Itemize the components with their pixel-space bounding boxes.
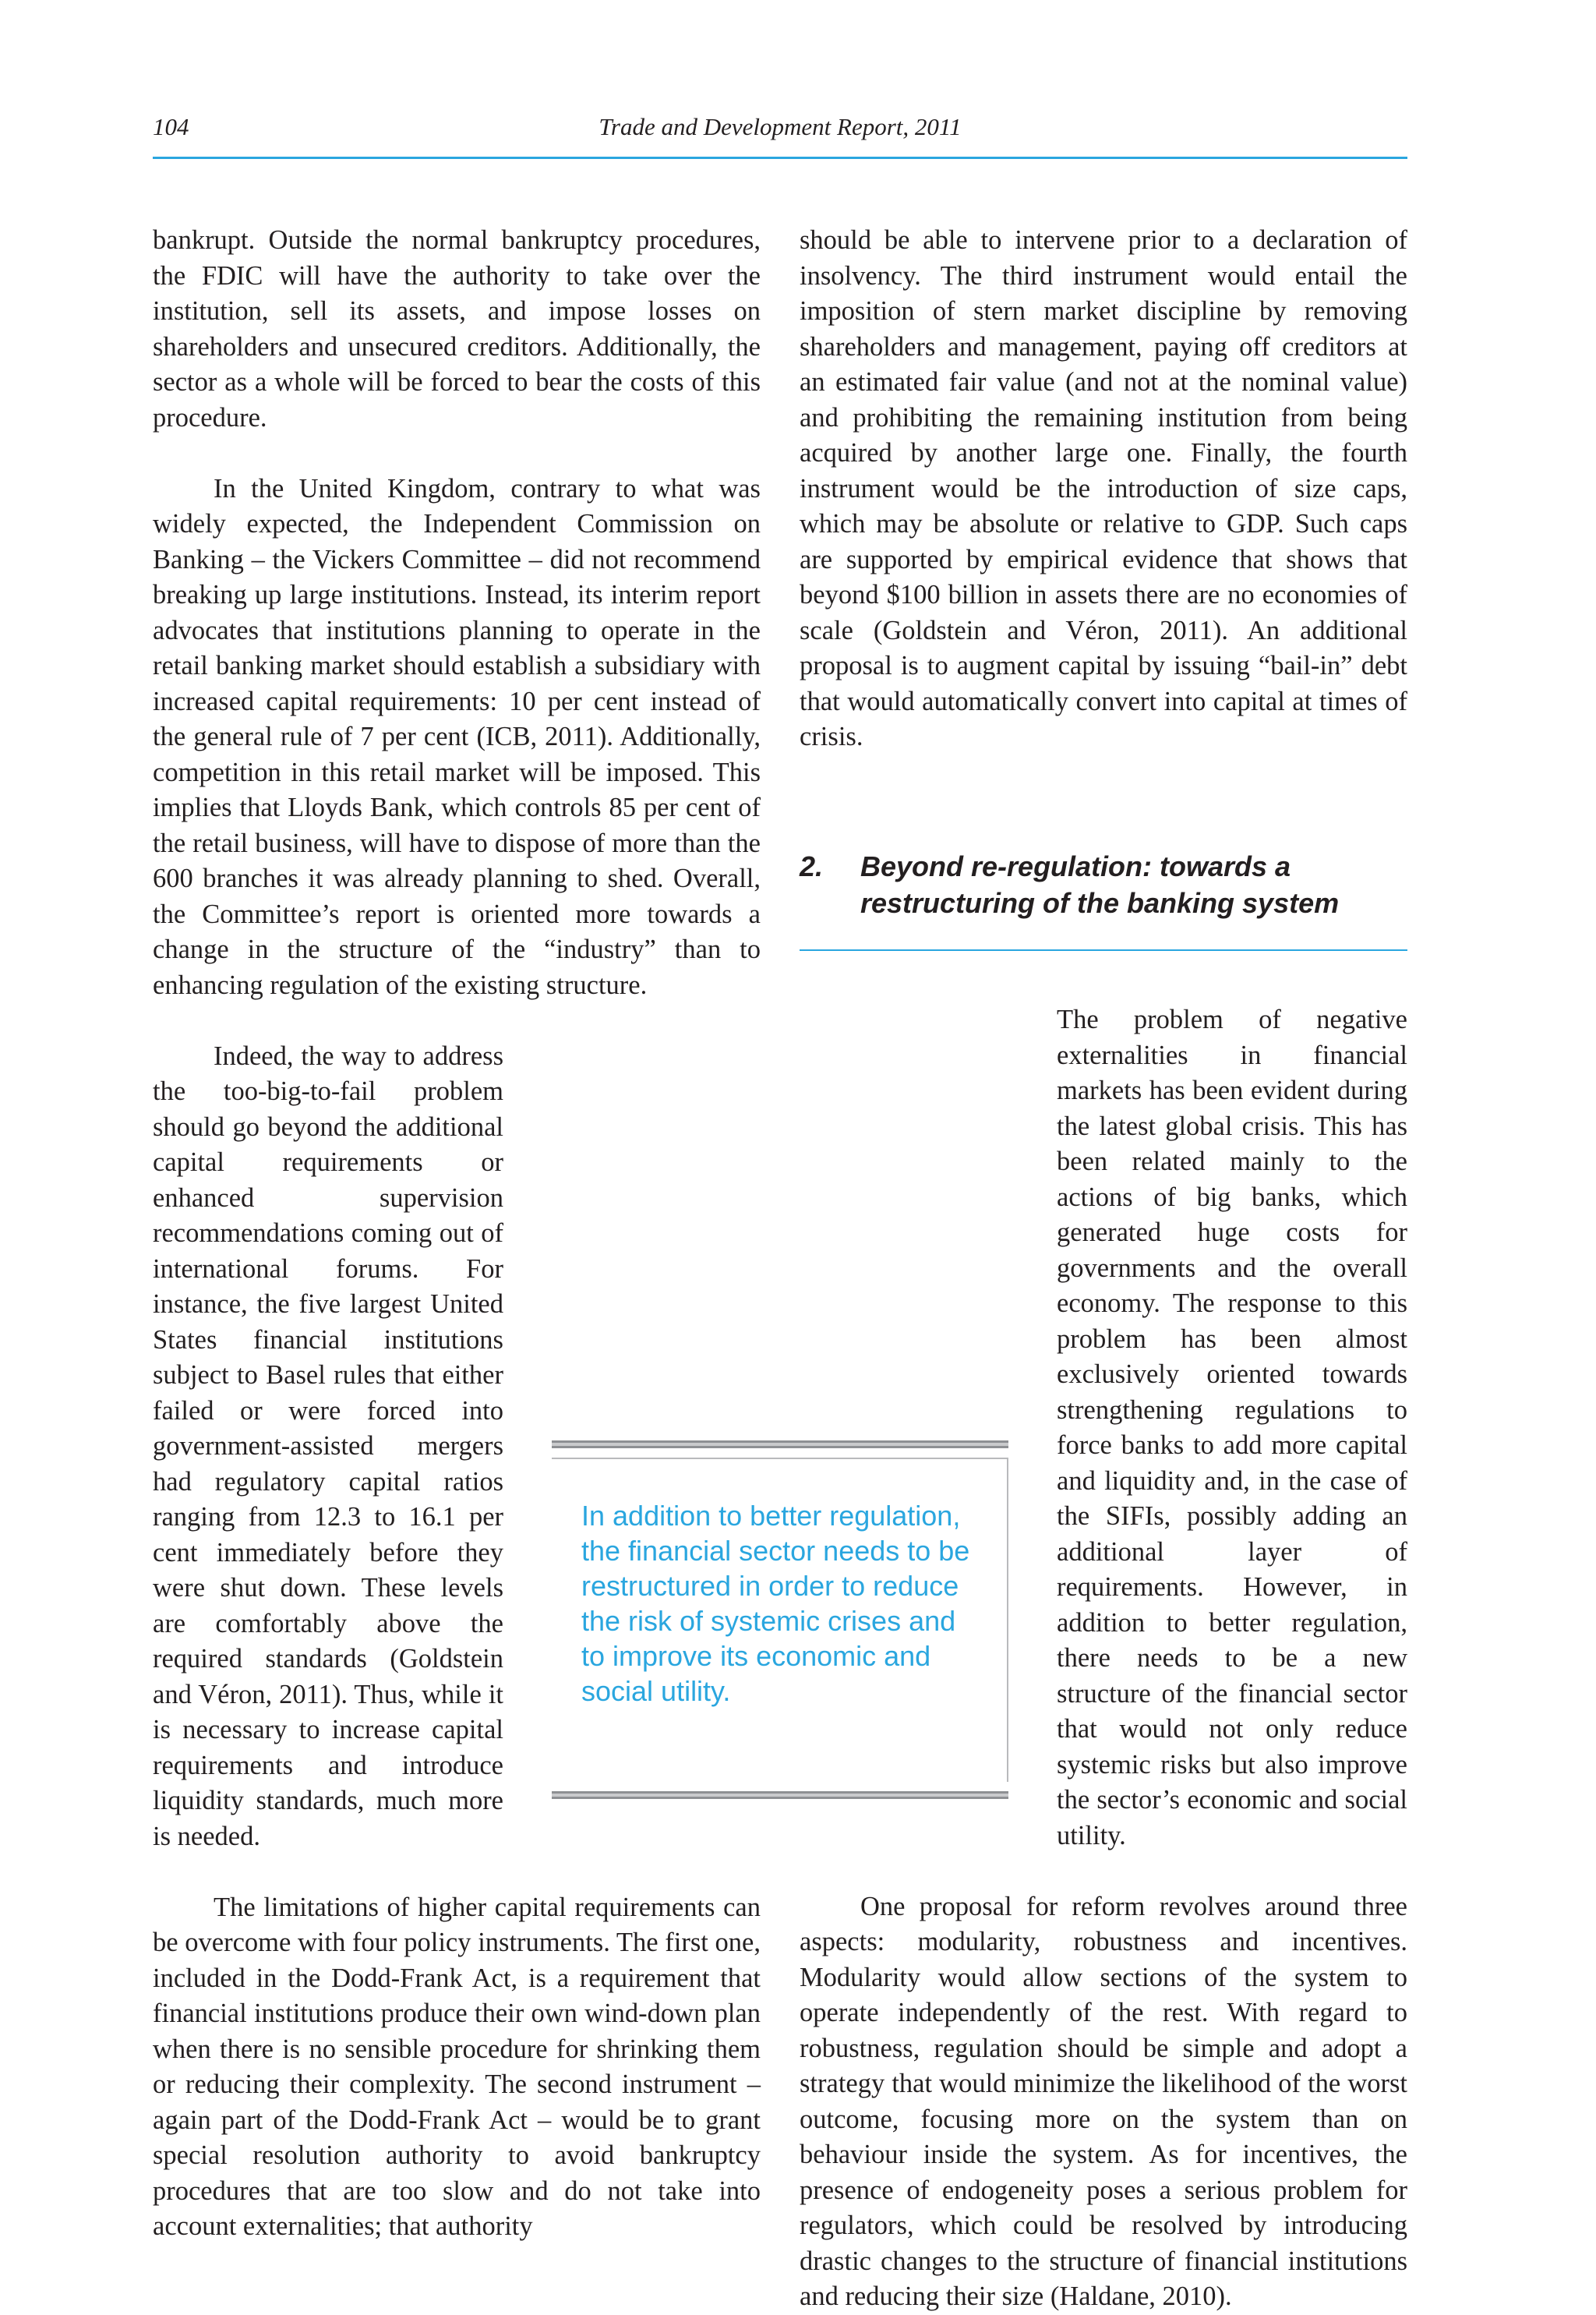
section-rule: [800, 949, 1407, 951]
pull-quote-text: In addition to better regulation, the financial sector needs to be restructured in order to reduce the risk of systemic crises and to improve its economic and social utility.: [581, 1500, 970, 1707]
pull-quote-bottom-bar: [552, 1791, 1008, 1799]
paragraph-text: The problem of negative externalities in financial markets has been evident during the latest global crisis. This has been related mainly to the actions of big banks, which generated huge costs for governments and the overall economy. The response to this problem has been almost exclusively oriented towards strengthening regulations to force banks to add more capital and liquidity and, in the case of the SIFIs, possibly adding an additional layer of requirements. However, in addition to better regulation, there needs to be a new structure of the financial sector that would not only reduce systemic risks but also improve the sector’s economic and social utility.: [1057, 1005, 1407, 1850]
paragraph: bankrupt. Outside the normal bankruptcy procedures, the FDIC will have the authority to take over the institution, sell its assets, and impose losses on shareholders and unsecured creditors. Additionally, the sector as a whole will be forced to bear the costs of this procedure.: [153, 225, 761, 433]
page-number: 104: [153, 113, 189, 140]
pull-quote: [552, 1440, 1008, 1799]
paragraph: The limitations of higher capital requirements can be overcome with four policy instruments. The first one, included in the Dodd-Frank Act, is a requirement that financial institutions produce their own wind-down plan when there is no sensible procedure for shrinking them or reducing their complexity. The second instrument – again part of the Dodd-Frank Act – would be to grant special resolution authority to avoid bankruptcy procedures that are too slow and do not take into account externalities; that authority: [153, 1892, 761, 2241]
pull-quote-top-bar: [552, 1440, 1008, 1448]
running-title: Trade and Development Report, 2011: [598, 113, 962, 140]
right-column-top: [800, 223, 1407, 784]
section-number: 2.: [800, 850, 824, 882]
paragraph: One proposal for reform revolves around three aspects: modularity, robustness and incentives. Modularity would allow sections of the system to operate independently of the rest. With regard to robustness, regulation should be simple and adopt a strategy that would minimize the likelihood of the worst outcome, focusing more on the system than on behaviour inside the system. As for incentives, the presence of endogeneity poses a serious problem for regulators, which could be resolved by introducing drastic changes to the structure of financial institutions and reducing their size (Haldane, 2010).: [800, 1891, 1407, 2311]
paragraph: should be able to intervene prior to a declaration of insolvency. The third instrument would entail the imposition of stern market discipline by removing shareholders and management, paying off creditors at an estimated fair value (and not at the nominal value) and prohibiting the remaining institution from being acquired by another large one. Finally, the fourth instrument would be the introduction of size caps, which may be absolute or relative to GDP. Such caps are supported by empirical evidence that shows that beyond $100 billion in assets there are no economies of scale (Goldstein and Véron, 2011). An additional proposal is to augment capital by issuing “bail-in” debt that would automatically convert into capital at times of crisis.: [800, 225, 1407, 751]
section-title: Beyond re-regulation: towards a restructuring of the banking system: [860, 850, 1340, 919]
page-header: [153, 113, 1407, 146]
header-rule: [153, 157, 1407, 159]
paragraph: In the United Kingdom, contrary to what was widely expected, the Independent Commission on Banking – the Vickers Committee – did not recommend breaking up large institutions. Instead, its interim report advocates that institutions planning to operate in the retail banking market should establish a subsidiary with increased capital requirements: 10 per cent instead of the general rule of 7 per cent (ICB, 2011). Additionally, competition in this retail market will be imposed. This implies that Lloyds Bank, which controls 85 per cent of the retail business, will have to dispose of more than the 600 branches it was already planning to shed. Overall, the Committee’s report is oriented more towards a change in the structure of the “industry” than to enhancing regulation of the existing structure.: [153, 473, 761, 1000]
paragraph-text: Indeed, the way to address the too-big-to-fail problem should go beyond the additional capital requirements or enhanced supervision recommendations coming out of international forums. For instance, the five largest United States financial institutions subject to Basel rules that either failed or were forced into government-assisted mergers had regulatory capital ratios ranging from 12.3 to 16.1 per cent immediately before they were shut down. These levels are comfortably above the required standards (Goldstein and Véron, 2011). Thus, while it is necessary to increase capital requirements and introduce liquidity standards, much more is needed.: [153, 1041, 503, 1851]
